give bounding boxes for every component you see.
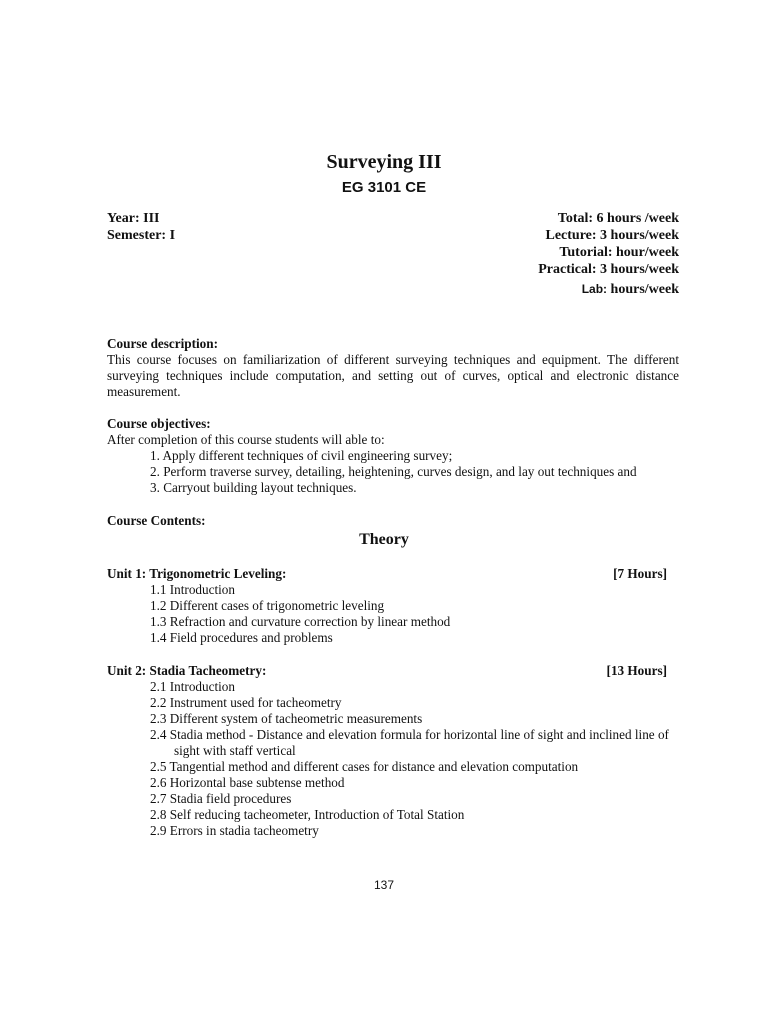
unit-1 <box>107 566 679 646</box>
course-description <box>107 336 679 400</box>
unit-2 <box>107 663 679 839</box>
topic-item: 2.1 Introduction <box>150 679 235 694</box>
topic-item: 2.7 Stadia field procedures <box>150 791 292 806</box>
unit-topics <box>107 582 679 646</box>
unit-hours: [13 Hours] <box>606 663 667 678</box>
unit-title: Unit 1: Trigonometric Leveling: <box>107 566 287 581</box>
objectives-list <box>107 448 679 496</box>
description-text: This course focuses on familiarization of different surveying techniques and equipment. The different surveying techniques include computation, and setting out of curves, optical and electronic distance measurement. <box>107 352 679 399</box>
topic-item: 2.9 Errors in stadia tacheometry <box>150 823 319 838</box>
objectives-intro: After completion of this course students will able to: <box>107 432 385 447</box>
topic-item: 2.5 Tangential method and different cases for distance and elevation computation <box>150 759 579 774</box>
course-code: EG 3101 CE <box>341 179 427 196</box>
topic-item: 1.2 Different cases of trigonometric leveling <box>150 598 385 613</box>
course-title: Surveying III <box>326 151 442 173</box>
course-objectives <box>107 416 679 496</box>
description-heading: Course description: <box>107 336 218 351</box>
topic-item: 1.1 Introduction <box>150 582 235 597</box>
topic-item: 1.3 Refraction and curvature correction by linear method <box>150 614 451 629</box>
semester-label: Semester: I <box>107 228 176 243</box>
year-label: Year: III <box>107 211 160 226</box>
unit-header <box>107 566 679 582</box>
topic-item: 1.4 Field procedures and problems <box>150 630 333 645</box>
topic-item: 2.3 Different system of tacheometric measurements <box>150 711 423 726</box>
total-hours: Total: 6 hours /week <box>557 211 679 226</box>
course-hours <box>538 210 679 298</box>
theory-heading: Theory <box>359 531 409 548</box>
objectives-heading: Course objectives: <box>107 416 211 431</box>
topic-item: 2.4 Stadia method - Distance and elevation formula for horizontal line of sight and inclined line of sight with staff vertical <box>150 727 669 758</box>
course-meta-left <box>107 210 175 244</box>
unit-hours: [7 Hours] <box>613 566 667 581</box>
objective-item: 2. Perform traverse survey, detailing, heightening, curves design, and lay out techniques and <box>150 464 637 479</box>
page-number: 137 <box>373 878 395 892</box>
course-contents <box>107 513 679 529</box>
topic-item: 2.2 Instrument used for tacheometry <box>150 695 342 710</box>
lab-key: Lab: <box>581 282 608 296</box>
unit-topics <box>107 679 679 839</box>
topic-item: 2.8 Self reducing tacheometer, Introduction of Total Station <box>150 807 465 822</box>
lab-value: hours/week <box>607 282 679 297</box>
lab-hours <box>538 281 679 298</box>
tutorial-hours: Tutorial: hour/week <box>559 245 679 260</box>
unit-title: Unit 2: Stadia Tacheometry: <box>107 663 267 678</box>
objective-item: 1. Apply different techniques of civil engineering survey; <box>150 448 453 463</box>
objective-item: 3. Carryout building layout techniques. <box>150 480 357 495</box>
lecture-hours: Lecture: 3 hours/week <box>545 228 679 243</box>
practical-hours: Practical: 3 hours/week <box>538 262 679 277</box>
unit-header <box>107 663 679 679</box>
contents-heading: Course Contents: <box>107 513 206 528</box>
topic-item: 2.6 Horizontal base subtense method <box>150 775 345 790</box>
